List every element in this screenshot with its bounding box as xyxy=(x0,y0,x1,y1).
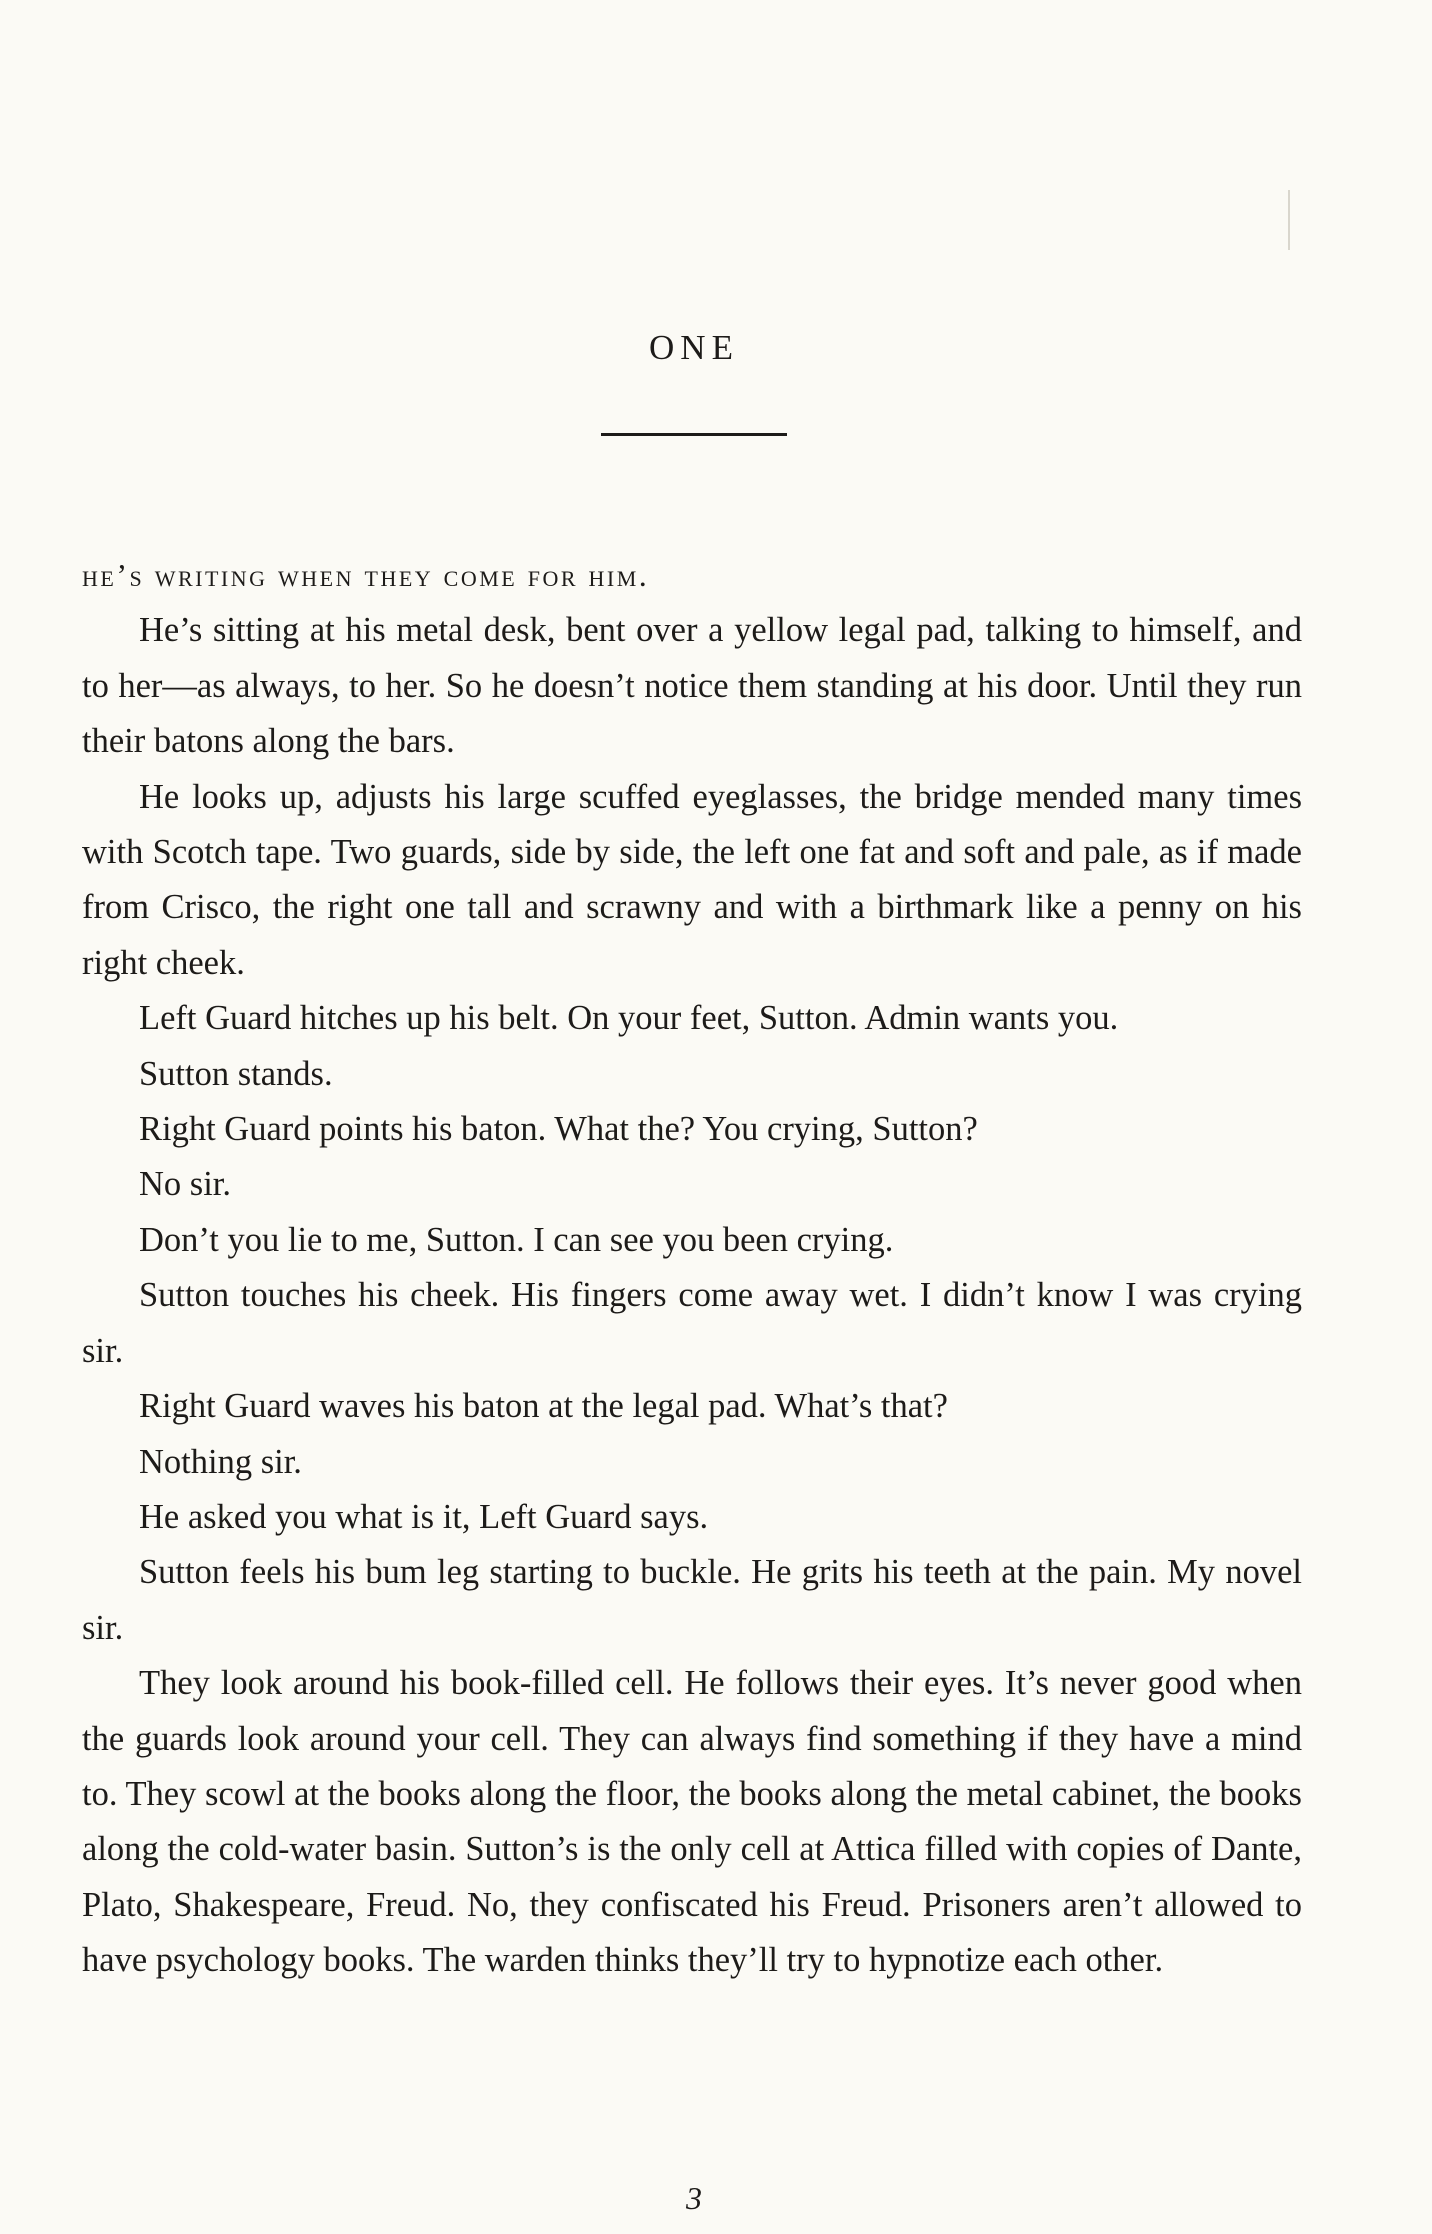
paragraph: Right Guard waves his baton at the legal pad. What’s that? xyxy=(139,1387,948,1426)
chapter-divider-rule xyxy=(601,433,787,436)
paragraph: Right Guard points his baton. What the? You crying, Sutton? xyxy=(139,1110,978,1149)
paragraph: Sutton feels his bum leg starting to buckle. He grits his teeth at the pain. My novel sir. xyxy=(82,1553,1302,1647)
paragraph: He’s sitting at his metal desk, bent over a yellow legal pad, talking to himself, and to her—as always, to her. So he doesn’t notice them standing at his door. Until they run their batons along the bars. xyxy=(82,611,1302,761)
chapter-body xyxy=(82,548,1302,1989)
paragraph: Don’t you lie to me, Sutton. I can see you been crying. xyxy=(139,1220,894,1259)
paragraph: He looks up, adjusts his large scuffed eyeglasses, the bridge mended many times with Scotch tape. Two guards, side by side, the left one fat and soft and pale, as if made from Crisco, the right one tall and scrawny and with a birthmark like a penny on his right cheek. xyxy=(82,777,1302,982)
opening-smallcaps-lead: he’s writing when they come for him. xyxy=(82,557,650,593)
paragraph: No sir. xyxy=(139,1165,232,1204)
page-edge-mark xyxy=(1288,190,1290,250)
paragraph: Sutton touches his cheek. His fingers come away wet. I didn’t know I was crying sir. xyxy=(82,1276,1302,1370)
opening-line xyxy=(82,548,1302,603)
paragraph: Sutton stands. xyxy=(139,1054,333,1093)
chapter-title: ONE xyxy=(649,328,739,367)
page-number: 3 xyxy=(686,2180,702,2216)
paragraph: Nothing sir. xyxy=(139,1442,302,1481)
paragraph: They look around his book-filled cell. He follows their eyes. It’s never good when the guards look around your cell. They can always find something if they have a mind to. They scowl at the books along the floor, the books along the metal cabinet, the books along the cold-water basin. Sutton’s is the only cell at Attica filled with copies of Dante, Plato, Shakespeare, Freud. No, they confiscated his Freud. Prisoners aren’t allowed to have psychology books. The warden thinks they’ll try to hypnotize each other. xyxy=(82,1664,1302,1980)
paragraph: Left Guard hitches up his belt. On your feet, Sutton. Admin wants you. xyxy=(139,999,1119,1038)
paragraph: He asked you what is it, Left Guard says. xyxy=(139,1497,709,1536)
